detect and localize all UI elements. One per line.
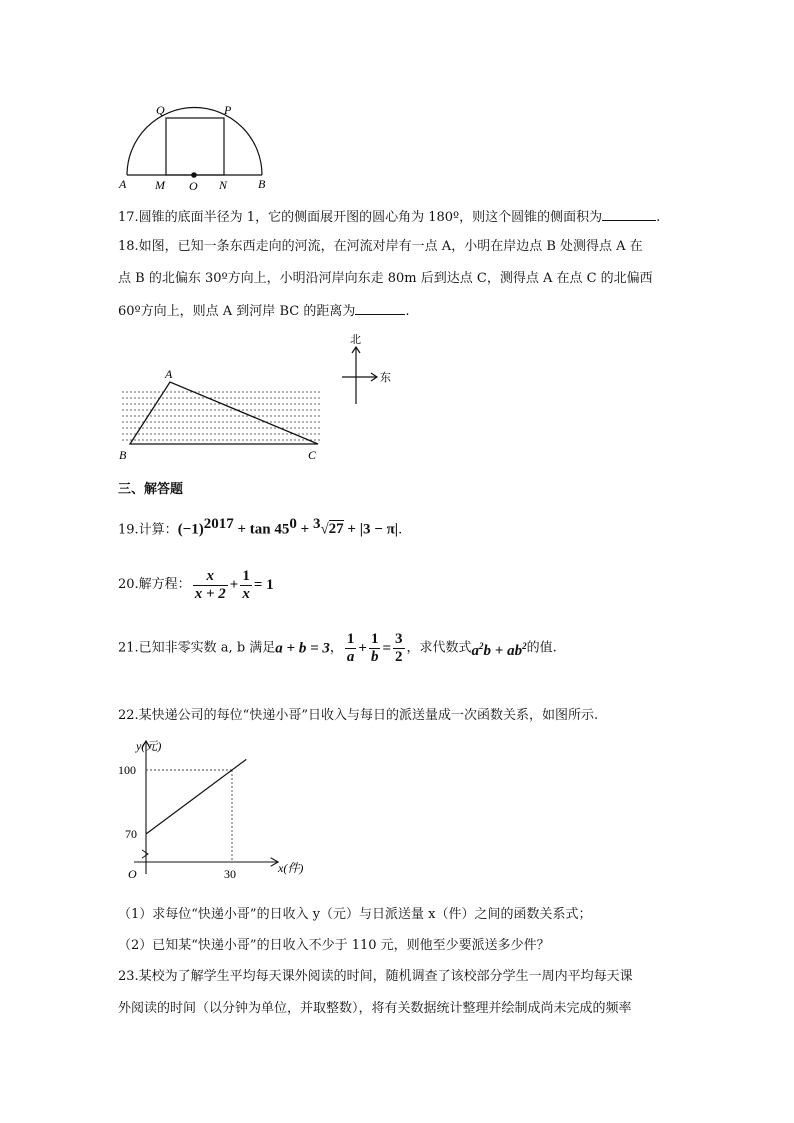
label-O: O <box>189 179 198 193</box>
label-B: B <box>119 448 127 462</box>
linear-graph <box>112 732 312 882</box>
q19-root-index: 3 <box>312 516 321 532</box>
compass-north-label: 北 <box>350 333 361 346</box>
question-22-part1: （1）求每位“快递小哥”的日收入 y（元）与日派送量 x（件）之间的函数关系式； <box>118 907 592 922</box>
q21-expression: $a^2b + ab^2$ <box>471 641 527 659</box>
q19-base: (−1) <box>177 521 204 538</box>
question-17 <box>118 207 660 227</box>
y-tick-100: 100 <box>118 763 136 777</box>
label-N: N <box>219 178 228 192</box>
axis-break <box>142 850 148 858</box>
q17-answer-blank[interactable] <box>602 207 656 221</box>
compass-east-label: 东 <box>380 371 391 384</box>
semicircle-figure <box>112 96 282 196</box>
q19-tan: + tan 45 <box>233 521 290 538</box>
question-18-line3 <box>118 301 409 321</box>
question-20 <box>118 567 274 604</box>
q21-fraction-a: $\frac{1}{a}$ <box>346 631 355 665</box>
section-3-heading: 三、解答题 <box>118 482 184 497</box>
q19-end: . <box>398 522 403 538</box>
label-C: C <box>308 448 317 462</box>
question-18-line1: 18.如图，已知一条东西走向的河流，在河流对岸有一点 A，小明在岸边点 B 处测得点 A 在 <box>118 239 643 254</box>
question-22: 22.某快递公司的每位“快递小哥”日收入与每日的派送量成一次函数关系，如图所示. <box>118 708 599 723</box>
x-axis-label: x(件) <box>278 861 304 875</box>
compass <box>342 347 377 404</box>
q20-rhs: = 1 <box>253 577 274 593</box>
q17-text: 17.圆锥的底面半径为 1，它的侧面展开图的圆心角为 180º，则这个圆锥的侧面积为 <box>118 210 603 225</box>
q21-prefix: 21.已知非零实数 a, b 满足 <box>118 640 276 656</box>
label-P: P <box>224 103 232 117</box>
q20-plus: + <box>229 577 239 593</box>
question-21: 21.已知非零实数 a, b 满足a + b = 3， $\frac{1}{a}$ + $\frac{1}{b}$ = $\frac{3}{2}$ ，求代数式$a^2b + ab^2$的值. <box>118 631 557 665</box>
label-M: M <box>155 178 165 192</box>
data-line <box>146 759 246 834</box>
question-22-part2: （2）已知某“快递小哥”的日收入不少于 110 元，则他至少要派送多少件？ <box>118 938 550 953</box>
label-A: A <box>119 177 127 191</box>
q21-suffix: 的值. <box>526 640 557 656</box>
q21-fraction-b: $\frac{1}{b}$ <box>370 631 379 665</box>
inscribed-rectangle <box>166 118 224 175</box>
q19-radical-sign: √ <box>320 521 329 538</box>
q17-end: . <box>656 210 661 225</box>
q20-fraction-2: $\frac{1}{x}$ <box>242 567 250 602</box>
q19-absolute: |3 − π| <box>359 521 399 538</box>
label-Q: Q <box>156 103 165 117</box>
triangle-ABC <box>130 382 318 444</box>
x-tick-30: 30 <box>224 867 236 881</box>
q19-exponent: 2017 <box>203 516 234 532</box>
question-23-line1: 23.某校为了解学生平均每天课外阅读的时间，随机调查了该校部分学生一周内平均每天课 <box>118 969 633 984</box>
center-point <box>191 172 197 178</box>
q20-prefix: 20.解方程： <box>118 577 191 592</box>
question-19: 19.计算：$(-1)^{2017} + \tan 45^0 + ^3√27 + |3 - \pi|$. <box>118 516 403 538</box>
q21-condition: a + b = 3 <box>275 640 330 657</box>
label-B: B <box>258 177 266 191</box>
y-tick-70: 70 <box>125 827 137 841</box>
q18-answer-blank[interactable] <box>355 301 405 315</box>
river-figure <box>112 328 412 463</box>
q19-radicand: 27 <box>328 521 344 538</box>
y-axis-label: y(元) <box>136 739 162 753</box>
q21-mid: ，求代数式 <box>406 640 472 656</box>
label-A: A <box>165 367 173 381</box>
q19-degree: 0 <box>289 516 297 532</box>
q18-line3-text: 60º方向上，则点 A 到河岸 BC 的距离为 <box>118 304 356 319</box>
question-18-line2: 点 B 的北偏东 30º方向上，小明沿河岸向东走 80m 后到达点 C，测得点 A 在点 C 的北偏西 <box>118 271 653 286</box>
origin-label: O <box>128 867 137 881</box>
q21-fraction-result: $\frac{3}{2}$ <box>395 631 403 665</box>
q20-fraction-1: $\frac{x}{x + 2}$ <box>194 567 226 602</box>
question-23-line2: 外阅读的时间（以分钟为单位，并取整数），将有关数据统计整理并绘制成尚未完成的频率 <box>118 1001 632 1016</box>
q19-prefix: 19.计算： <box>118 522 178 538</box>
q18-end: . <box>405 304 410 319</box>
